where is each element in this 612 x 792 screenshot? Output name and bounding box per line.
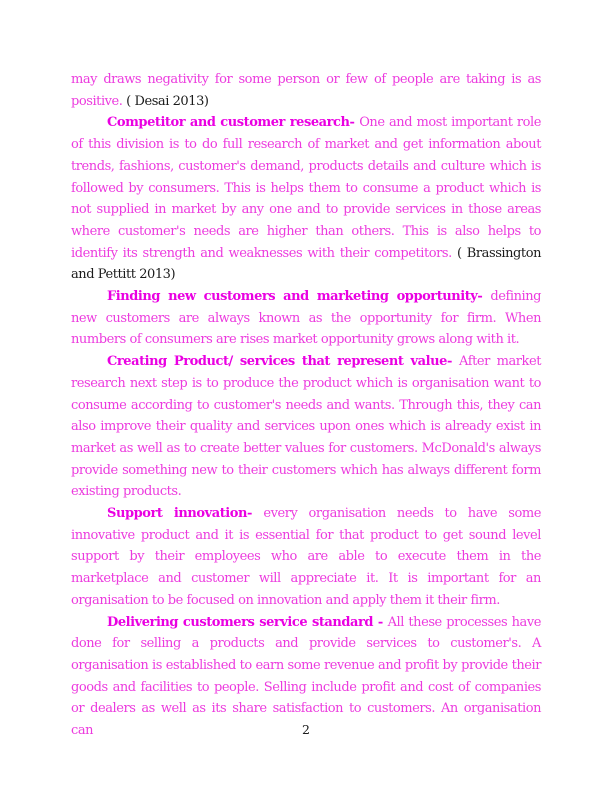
body-run: every organisation needs to have some innovative product and it is essential for that product to get sound level support by their employees who are able to execute them in the marketplace and customer will appreciate it. It is important for an organisation to be focused on innovation and apply them it their firm. [71, 506, 541, 608]
page-body-text [71, 69, 541, 742]
citation-run: ( Brassington and Pettitt 2013) [71, 245, 541, 283]
body-run: defining new customers are always known as the opportunity for firm. When numbers of consumers are rises market opportunity grows along with it. [71, 289, 541, 348]
paragraph [71, 286, 541, 351]
paragraph [71, 112, 541, 286]
body-run: One and most important role of this division is to do full research of market and get information about trends, fashions, customer's demand, products details and culture which is followed by consumers. This is helps them to consume a product which is not supplied in market by any one and to provide services in those areas where customer's needs are higher than others. This is also helps to identify its strength and weaknesses with their competitors. [71, 115, 541, 261]
paragraph [71, 69, 541, 112]
paragraph [71, 351, 541, 503]
heading-run: Competitor and customer research- [107, 115, 360, 131]
body-run: All these processes have done for selling a products and provide services to customer's. A organisation is established to earn some revenue and profit by provide their goods and facilities to people. Selling include profit and cost of companies or dealers as well as its share satisfaction to customers. An organisation can [71, 614, 541, 739]
citation-run: ( Desai 2013) [126, 93, 209, 109]
heading-run: Finding new customers and marketing opportunity- [107, 289, 491, 305]
heading-run: Creating Product/ services that represent value- [107, 354, 460, 370]
heading-run: Delivering customers service standard - [107, 614, 388, 630]
body-run: may draws negativity for some person or few of people are taking is as positive. [71, 72, 541, 109]
body-run: After market research next step is to produce the product which is organisation want to consume according to customer's needs and wants. Through this, they can also improve their quality and services upon ones which is already exist in market as well as to create better values for customers. McDonald's always provide something new to their customers which has always different form existing products. [71, 354, 541, 500]
paragraph [71, 503, 541, 612]
page-number: 2 [302, 722, 310, 737]
heading-run: Support innovation- [107, 506, 264, 522]
